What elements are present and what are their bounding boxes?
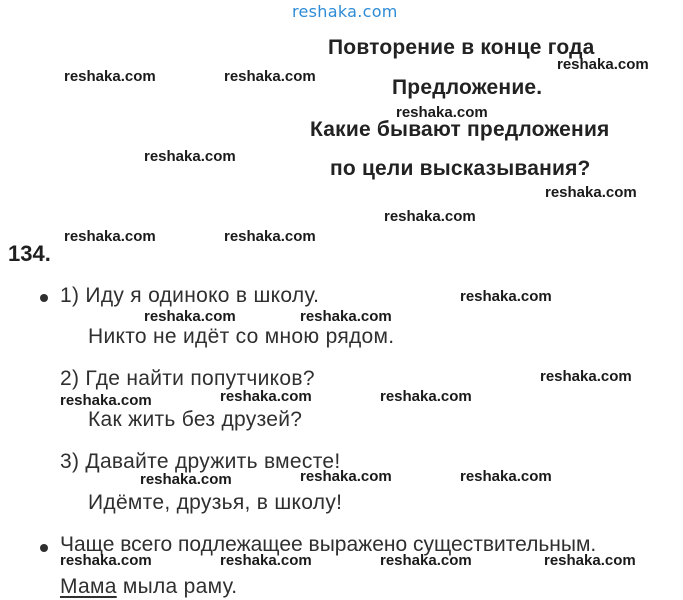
group-3-sentence-2: Идёмте, друзья, в школу!: [88, 491, 343, 514]
watermark: reshaka.com: [144, 148, 236, 165]
watermark: reshaka.com: [64, 68, 156, 85]
group-3-sentence-1: Давайте дружить вместе!: [85, 450, 341, 473]
watermark: reshaka.com: [224, 68, 316, 85]
group-2-sentence-2: Как жить без друзей?: [88, 408, 303, 431]
watermark: reshaka.com: [64, 228, 156, 245]
watermark: reshaka.com: [396, 104, 488, 121]
group-1-sentence-2: Никто не идёт со мною рядом.: [88, 325, 395, 348]
watermark: reshaka.com: [300, 308, 392, 325]
exercise-number: 134.: [8, 241, 51, 266]
note-line: Чаще всего подлежащее выражено существительным.: [60, 533, 597, 556]
bullet-icon: [40, 544, 48, 552]
group-2-sentence-1: Где найти попутчиков?: [85, 367, 315, 390]
heading-review: Повторение в конце года: [328, 36, 595, 59]
watermark: reshaka.com: [540, 368, 632, 385]
example-rest: мыла раму.: [116, 575, 238, 598]
heading-question-line2: по цели высказывания?: [330, 157, 591, 180]
example-subject: Мама: [60, 575, 117, 598]
example-sentence: [60, 575, 237, 599]
group-1-line-1: [60, 284, 319, 308]
group-1-label: 1): [60, 284, 80, 307]
watermark: reshaka.com: [460, 468, 552, 485]
watermark: reshaka.com: [60, 552, 152, 569]
watermark: reshaka.com: [140, 471, 232, 488]
watermark: reshaka.com: [144, 308, 236, 325]
bullet-icon: [40, 294, 48, 302]
group-1-sentence-1: Иду я одиноко в школу.: [85, 284, 320, 307]
watermark: reshaka.com: [545, 184, 637, 201]
watermark: reshaka.com: [60, 392, 152, 409]
site-logo[interactable]: reshaka.com: [292, 2, 398, 21]
watermark: reshaka.com: [380, 552, 472, 569]
watermark: reshaka.com: [460, 288, 552, 305]
watermark: reshaka.com: [220, 388, 312, 405]
watermark: reshaka.com: [224, 228, 316, 245]
heading-question-line1: Какие бывают предложения: [310, 118, 610, 141]
watermark: reshaka.com: [544, 552, 636, 569]
watermark: reshaka.com: [380, 388, 472, 405]
group-3-label: 3): [60, 450, 80, 473]
heading-sentence: Предложение.: [392, 76, 543, 99]
watermark: reshaka.com: [220, 552, 312, 569]
group-2-label: 2): [60, 367, 80, 390]
watermark: reshaka.com: [300, 468, 392, 485]
watermark: reshaka.com: [384, 208, 476, 225]
watermark: reshaka.com: [557, 56, 649, 73]
